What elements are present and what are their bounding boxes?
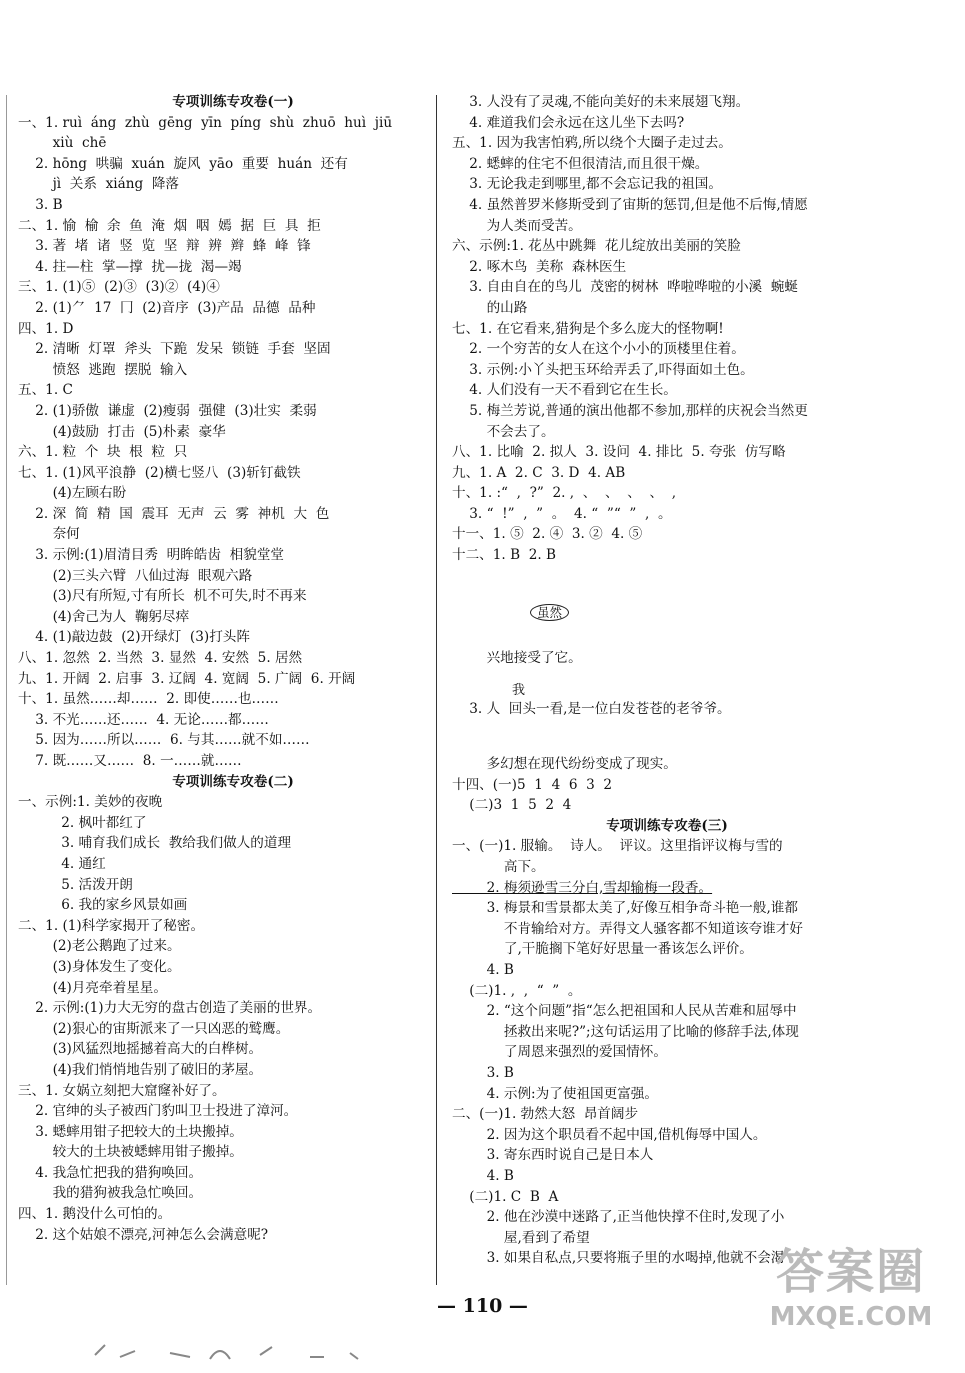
answer-line: 九、1. A 2. C 3. D 4. AB bbox=[452, 464, 626, 481]
answer-line: 3. 梅景和雪景都太美了,好像互相争奇斗艳一般,谁都 bbox=[452, 900, 798, 917]
answer-line: 4. 人们没有一天不看到它在生长。 bbox=[452, 382, 677, 399]
answer-line: (3)尺有所短,寸有所长 机不可失,时不再来 bbox=[18, 588, 307, 605]
answer-line: 拯救出来呢?”;这句话运用了比喻的修辞手法,体现 bbox=[452, 1023, 799, 1040]
answer-line: 五、1. C bbox=[18, 382, 73, 399]
answer-line: 五、1. 因为我害怕鸦,所以绕个大圈子走过去。 bbox=[452, 135, 732, 152]
answer-line: 3. B bbox=[18, 196, 63, 213]
answer-line: 3. 哺育我们成长 教给我们做人的道理 bbox=[18, 835, 292, 852]
answer-line: 四、1. D bbox=[18, 320, 74, 337]
right-column bbox=[452, 92, 882, 1269]
answer-line: 四、1. 鹅没什么可怕的。 bbox=[18, 1206, 172, 1223]
answer-line: 2. 示例:(1)力大无穷的盘古创造了美丽的世界。 bbox=[18, 1000, 322, 1017]
answer-line: 2. 深 简 精 国 震耳 无声 云 雾 神机 大 色 bbox=[18, 505, 330, 522]
q13-4-text-3: 多幻想在现代纷纷变成了现实。 bbox=[452, 756, 677, 773]
watermark bbox=[751, 1233, 951, 1363]
answer-line: 二、1. (1)科学家揭开了秘密。 bbox=[18, 917, 205, 934]
q13-3-arc-row bbox=[452, 669, 882, 699]
q13-2 bbox=[452, 628, 882, 649]
answer-line: 4. 虽然普罗米修斯受到了宙斯的惩罚,但是他不后悔,情愿 bbox=[452, 196, 808, 213]
answer-line: (3)风猛烈地摇撼着高大的白桦树。 bbox=[18, 1041, 263, 1058]
answer-line: 2. 啄木鸟 美称 森林医生 bbox=[452, 258, 627, 275]
answer-line: 八、1. 比喻 2. 拟人 3. 设问 4. 排比 5. 夸张 仿写略 bbox=[452, 444, 786, 461]
answer-line: 八、1. 忽然 2. 当然 3. 显然 4. 安然 5. 居然 bbox=[18, 650, 303, 667]
answer-line: 3. 如果自私点,只要将瓶子里的水喝掉,他就不会渴 bbox=[452, 1250, 785, 1267]
answer-line: (4)鼓励 打击 (5)朴素 豪华 bbox=[18, 423, 226, 440]
right-part-a bbox=[452, 92, 882, 566]
answer-line: 3. 蟋蟀用钳子把较大的土块搬掉。 bbox=[18, 1123, 243, 1140]
answer-line: (4)舍己为人 鞠躬尽瘁 bbox=[18, 608, 190, 625]
answer-line: (4)月亮牵着星星。 bbox=[18, 979, 167, 996]
answer-line: 较大的土块被蟋蟀用钳子搬掉。 bbox=[18, 1144, 243, 1161]
answer-line: 2. (1)⺈ 17 冂 (2)音序 (3)产品 品德 品种 bbox=[18, 299, 316, 316]
answer-line: 九、1. 开阔 2. 启事 3. 辽阔 4. 宽阔 5. 广阔 6. 开阔 bbox=[18, 670, 356, 687]
answer-line: 2. 因为这个职员看不起中国,借机侮辱中国人。 bbox=[452, 1126, 767, 1143]
answer-line: 7. 既……又…… 8. 一……就…… bbox=[18, 753, 242, 769]
answer-line: (二)1. , , “ ” 。 bbox=[452, 982, 582, 999]
answer-line: 5. 活泼开朗 bbox=[18, 876, 133, 893]
answer-line: 5. 梅兰芳说,普通的演出他都不参加,那样的庆祝会当然更 bbox=[452, 402, 808, 419]
answer-line: 我的猎狗被我急忙唤回。 bbox=[18, 1185, 203, 1202]
answer-line: 4. 我急忙把我的猎狗唤回。 bbox=[18, 1164, 203, 1181]
answer-line: 4. B bbox=[452, 1167, 514, 1184]
answer-line: 一、示例:1. 美妙的夜晚 bbox=[18, 794, 163, 811]
answer-line: (4)我们悄悄地告别了破旧的茅屋。 bbox=[18, 1061, 263, 1078]
section-title: 专项训练专攻卷(一) bbox=[172, 94, 294, 110]
answer-line: (二)3 1 5 2 4 bbox=[452, 797, 572, 814]
answer-line: 愤怒 逃跑 摆脱 输入 bbox=[18, 361, 188, 378]
answer-line: 3. “ !” , ” 。 4. “ ”“ ” , 。 bbox=[452, 505, 672, 522]
answer-line: 高下。 bbox=[452, 859, 545, 875]
q13-4 bbox=[452, 733, 882, 754]
answer-line: xiù chē bbox=[18, 135, 107, 152]
answer-line: 4. 通红 bbox=[18, 855, 106, 872]
answer-line: 2. hōng 哄骗 xuán 旋风 yāo 重要 huán 还有 bbox=[18, 155, 348, 172]
answer-line: 5. 因为……所以…… 6. 与其……就不如…… bbox=[18, 732, 310, 749]
answer-line: 十四、(一)5 1 4 6 3 2 bbox=[452, 776, 613, 793]
answer-line: 二、1. 愉 榆 余 鱼 淹 烟 咽 嫣 据 巨 具 拒 bbox=[18, 217, 321, 234]
left-margin-line bbox=[6, 95, 7, 1285]
answer-line: 3. 自由自在的鸟儿 茂密的树林 哗啦哗啦的小溪 蜿蜒 bbox=[452, 279, 798, 296]
answer-line: 4. 难道我们会永远在这儿坐下去吗? bbox=[452, 114, 685, 131]
answer-line: 3. 人没有了灵魂,不能向美好的未来展翅飞翔。 bbox=[452, 94, 750, 110]
answer-line: 七、1. 在它看来,猎狗是个多么庞大的怪物啊! bbox=[452, 320, 724, 337]
answer-line: (2)狠心的宙斯派来了一只凶恶的鹫鹰。 bbox=[18, 1020, 290, 1037]
answer-line: 十二、1. B 2. B bbox=[452, 547, 556, 564]
inserted-word-arc: 虽然 bbox=[530, 604, 569, 621]
answer-line: 二、(一)1. 勃然大怒 昂首阔步 bbox=[452, 1106, 639, 1123]
answer-line: 不会去了。 bbox=[452, 423, 555, 440]
answer-line: (3)身体发生了变化。 bbox=[18, 958, 181, 975]
answer-line: 3. 示例:小丫头把玉环给弄丢了,吓得面如土色。 bbox=[452, 361, 754, 378]
answer-line: (2)老公鹅跑了过来。 bbox=[18, 938, 181, 955]
watermark-url: MXQE.COM bbox=[769, 1302, 933, 1332]
answer-line: 6. 我的家乡风景如画 bbox=[18, 897, 188, 914]
section-title: 专项训练专攻卷(三) bbox=[606, 817, 728, 834]
answer-line: 六、示例:1. 花丛中跳舞 花儿绽放出美丽的笑脸 bbox=[452, 238, 741, 255]
answer-line: 三、1. 女娲立刻把大窟窿补好了。 bbox=[18, 1082, 226, 1099]
answer-line: 3. 无论我走到哪里,都不会忘记我的祖国。 bbox=[452, 176, 722, 193]
answer-line: 3. 不光……还…… 4. 无论……都…… bbox=[18, 711, 269, 728]
answer-line: 不肯输给对方。弄得文人骚客都不知道该夸谁才好 bbox=[452, 920, 803, 937]
answer-line: 2. 一个穷苦的女人在这个小小的顶楼里住着。 bbox=[452, 341, 745, 358]
answer-line: 的山路 bbox=[452, 299, 528, 316]
q13-1 bbox=[452, 566, 882, 600]
answer-line: 了,干脆搁下笔好好思量一番该怎么评价。 bbox=[452, 941, 753, 958]
answer-line: 2. 这个姑娘不漂亮,河神怎么会满意呢? bbox=[18, 1226, 269, 1243]
answer-line: 4. (1)敲边鼓 (2)开绿灯 (3)打头阵 bbox=[18, 629, 250, 646]
answer-line: 2. 官绅的头子被西门豹叫卫士投进了漳河。 bbox=[18, 1103, 298, 1120]
answer-line: 4. 示例:为了使祖国更富强。 bbox=[452, 1085, 658, 1102]
answer-line: 3. 著 堵 诸 竖 览 坚 辩 辨 辫 蜂 峰 锋 bbox=[18, 238, 311, 255]
answer-line: 屋,看到了希望 bbox=[452, 1229, 590, 1246]
answer-line: 一、(一)1. 服输。 诗人。 评议。这里指评议梅与雪的 bbox=[452, 838, 783, 855]
answer-line: 七、1. (1)风平浪静 (2)横七竖八 (3)斩钉截铁 bbox=[18, 464, 301, 481]
answer-line: 3. B bbox=[452, 1064, 514, 1081]
answer-line: 2. 梅须逊雪三分白,雪却输梅一段香。 bbox=[452, 879, 713, 896]
answer-line: 2. (1)骄傲 谦虚 (2)瘦弱 强健 (3)壮实 柔弱 bbox=[18, 402, 317, 419]
inserted-word: 我 bbox=[512, 682, 526, 698]
page-number: — 110 — bbox=[437, 1295, 528, 1317]
answer-line: 2. 他在沙漠中迷路了,正当他快撑不住时,发现了小 bbox=[452, 1209, 785, 1226]
answer-line: 2. 枫叶都红了 bbox=[18, 814, 147, 831]
answer-line: (4)左顾右盼 bbox=[18, 485, 127, 502]
answer-line: 2. “这个问题”指“怎么把祖国和人民从苦难和屈辱中 bbox=[452, 1003, 797, 1020]
answer-line: 十、1. 虽然……却…… 2. 即使……也…… bbox=[18, 691, 279, 708]
answer-line: 为人类而受苦。 bbox=[452, 217, 582, 234]
answer-line: 3. 示例:(1)眉清目秀 明眸皓齿 相貌堂堂 bbox=[18, 547, 285, 564]
q13-2-arc-row bbox=[452, 600, 882, 628]
answer-line: 一、1. ruì áng zhù gēng yīn píng shù zhuō huì jiū bbox=[18, 114, 393, 131]
answer-line: jì 关系 xiáng 降落 bbox=[18, 176, 180, 193]
answer-line: 2. 蟋蟀的住宅不但很清洁,而且很干燥。 bbox=[452, 155, 709, 172]
answer-line: (2)三头六臂 八仙过海 眼观六路 bbox=[18, 567, 253, 584]
answer-line: 六、1. 粒 个 块 根 粒 只 bbox=[18, 444, 188, 461]
answer-line: 4. 拄—柱 掌—撑 扰—拢 渴—竭 bbox=[18, 258, 242, 275]
watermark-logo: 答案圈 bbox=[775, 1244, 926, 1300]
q13-2-text-2: 兴地接受了它。 bbox=[452, 650, 582, 667]
answer-line: 三、1. (1)⑤ (2)③ (3)② (4)④ bbox=[18, 279, 220, 296]
answer-line: 奈何 bbox=[18, 526, 80, 543]
answer-line: 了周恩来强烈的爱国情怀。 bbox=[452, 1044, 667, 1061]
answer-line: 十、1. :“ , ?” 2. , 、 、 、 、 , bbox=[452, 485, 677, 502]
answer-line: 十一、1. ⑤ 2. ④ 3. ② 4. ⑤ bbox=[452, 526, 643, 543]
section-title: 专项训练专攻卷(二) bbox=[172, 773, 294, 790]
answer-line: 3. 寄东西时说自己是日本人 bbox=[452, 1147, 654, 1164]
answer-line: (二)1. C B A bbox=[452, 1188, 559, 1205]
answer-line: 2. 清晰 灯罩 斧头 下跪 发呆 锁链 手套 坚固 bbox=[18, 341, 331, 358]
right-part-b bbox=[452, 775, 882, 1269]
left-column bbox=[18, 92, 448, 1245]
q13-3: 3. 人 回头一看,是一位白发苍苍的老爷爷。 bbox=[452, 700, 731, 717]
faded-marks-icon bbox=[90, 1335, 390, 1365]
answer-line: 4. B bbox=[452, 961, 514, 978]
